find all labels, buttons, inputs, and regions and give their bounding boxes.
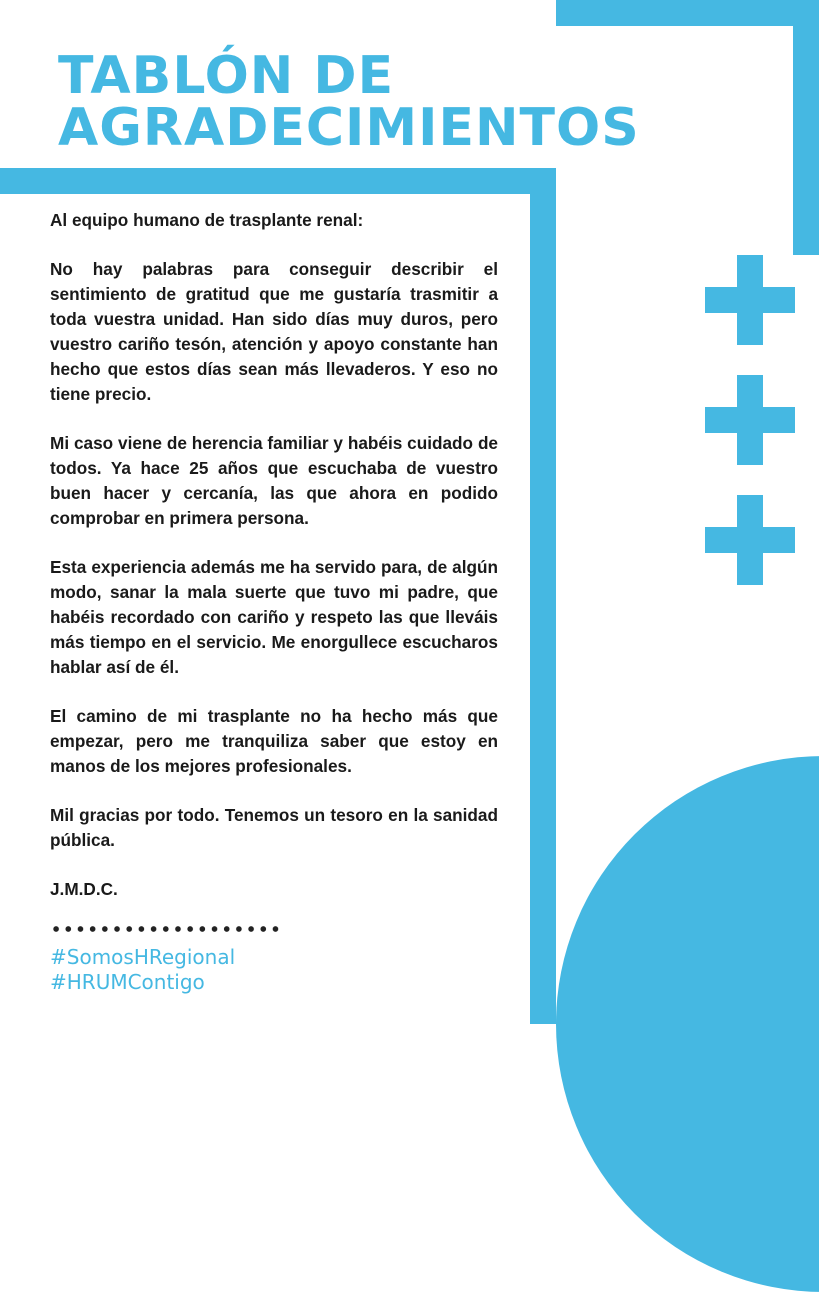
decorative-bar-right-vertical bbox=[793, 0, 819, 255]
letter-greeting: Al equipo humano de trasplante renal: bbox=[50, 210, 364, 230]
plus-icon bbox=[705, 495, 795, 585]
decorative-bar-horizontal bbox=[0, 168, 556, 194]
dotted-divider bbox=[50, 925, 282, 933]
decorative-bar-top-right bbox=[556, 0, 819, 26]
letter-signature: J.M.D.C. bbox=[50, 879, 118, 899]
plus-icon bbox=[705, 375, 795, 465]
letter-paragraph: Mil gracias por todo. Tenemos un tesoro en la sanidad pública. bbox=[50, 805, 498, 850]
plus-icon bbox=[705, 255, 795, 345]
page-title-line-2: AGRADECIMIENTOS bbox=[58, 98, 640, 158]
letter-paragraph: No hay palabras para conseguir describir el sentimiento de gratitud que me gustaría trasmitir a toda vuestra unidad. Han sido días muy duros, pero vuestro cariño tesón, atención y apoyo constante han hecho que estos días sean más llevaderos. Y eso no tiene precio. bbox=[50, 259, 498, 404]
letter-paragraph: El camino de mi trasplante no ha hecho más que empezar, pero me tranquiliza saber que estoy en manos de los mejores profesionales. bbox=[50, 706, 498, 776]
hashtag-hrum-contigo: #HRUMContigo bbox=[50, 970, 205, 994]
letter-paragraph: Mi caso viene de herencia familiar y habéis cuidado de todos. Ya hace 25 años que escuchaba de vuestro buen hacer y cercanía, las que ahora en podido comprobar en primera persona. bbox=[50, 433, 498, 528]
page-title bbox=[58, 46, 640, 158]
letter-paragraph: Esta experiencia además me ha servido para, de algún modo, sanar la mala suerte que tuvo mi padre, que habéis recordado con cariño y respeto las que lleváis más tiempo en el servicio. Me enorgullece escucharos hablar así de él. bbox=[50, 557, 498, 677]
letter-body bbox=[50, 208, 498, 926]
decorative-bar-vertical bbox=[530, 168, 556, 1024]
decorative-circle bbox=[556, 756, 819, 1292]
page-title-line-1: TABLÓN DE bbox=[58, 46, 395, 106]
hashtag-somos-hregional: #SomosHRegional bbox=[50, 945, 236, 969]
